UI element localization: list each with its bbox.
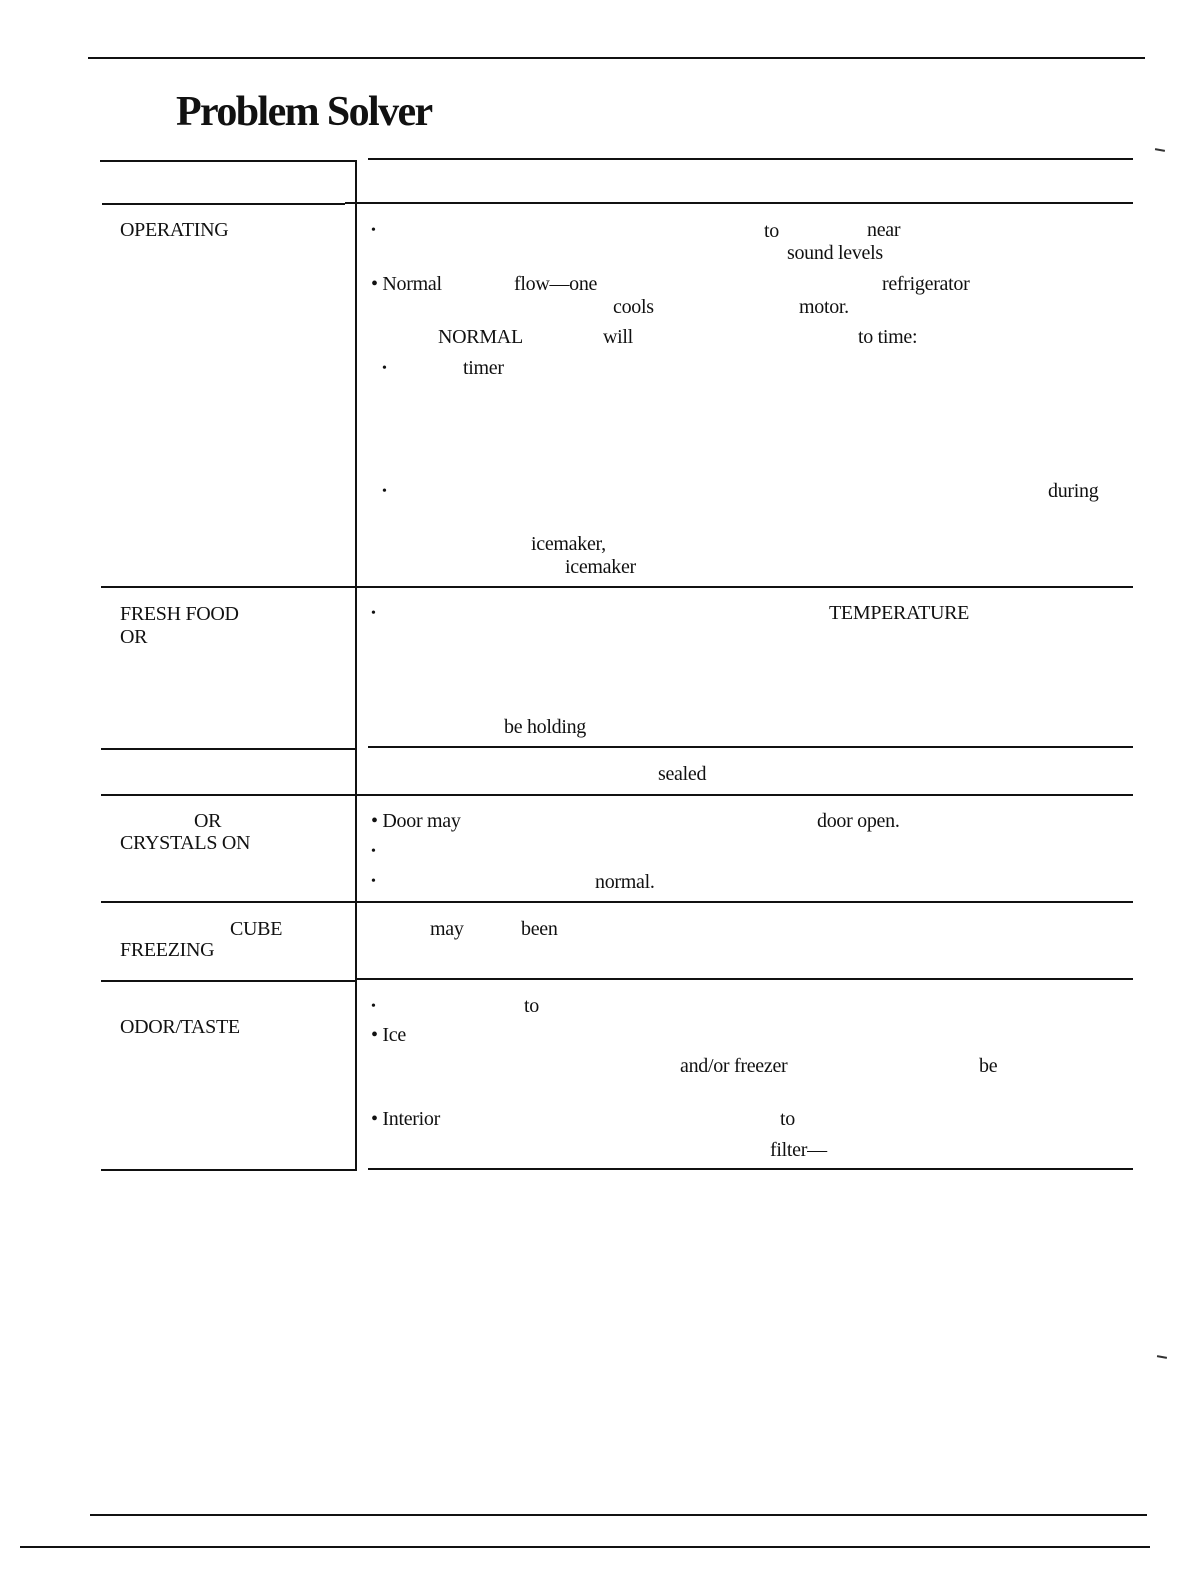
footer-rule [20,1546,1150,1548]
bullet: • [371,999,376,1014]
text-fragment: to time: [858,326,918,348]
text-fragment: icemaker [565,556,636,578]
text-fragment: may [430,918,464,940]
header-rule-right [345,202,1133,204]
bottom-rule [90,1514,1147,1516]
text-fragment: near [867,219,901,241]
text-fragment: motor. [799,296,849,318]
bullet: • [382,484,387,499]
bullet: • [371,844,376,859]
text-fragment: to [524,995,539,1017]
table-bottom-rule-left [101,1169,355,1171]
text-fragment: to [780,1108,795,1130]
problem-label: ODOR/TASTE [120,1016,240,1038]
header-rule-left [102,203,345,205]
text-fragment: sealed [658,763,707,785]
problem-label: FRESH FOOD [120,603,239,625]
row-rule-left [101,980,355,982]
bullet: • [371,874,376,889]
text-fragment: • Door may [371,810,461,832]
row-rule-right [368,746,1133,748]
text-fragment: timer [463,357,504,379]
bullet: • [371,223,376,238]
table-top-rule-left [100,160,355,162]
text-fragment: TEMPERATURE [829,602,970,624]
row-rule [101,586,1133,588]
column-divider [355,160,357,1171]
text-fragment: refrigerator [882,273,970,295]
text-fragment: to [764,220,779,242]
text-fragment: normal. [595,871,655,893]
row-rule-left [101,748,355,750]
table-bottom-rule-right [368,1168,1133,1170]
row-rule [101,901,1133,903]
text-fragment: be holding [504,716,586,738]
text-fragment: NORMAL [438,326,523,348]
text-fragment: and/or freezer [680,1055,788,1077]
row-rule [101,794,1133,796]
top-rule [88,57,1145,59]
margin-mark [1155,148,1165,151]
text-fragment: during [1048,480,1099,502]
text-fragment: been [521,918,558,940]
margin-mark [1157,1355,1167,1358]
row-rule-right [355,978,1133,980]
page-title: Problem Solver [176,89,432,135]
text-fragment: filter— [770,1139,827,1161]
text-fragment: • Interior [371,1108,440,1130]
bullet: • [382,361,387,376]
text-fragment: cools [613,296,654,318]
problem-label: CUBE [230,918,283,940]
problem-label: FREEZING [120,939,215,961]
problem-label: OR [194,810,222,832]
text-fragment: • Normal [371,273,442,295]
text-fragment: will [603,326,633,348]
text-fragment: flow—one [514,273,598,295]
problem-label: OR [120,626,148,648]
problem-label: CRYSTALS ON [120,832,251,854]
problem-label: OPERATING [120,219,229,241]
bullet: • [371,606,376,621]
text-fragment: • Ice [371,1024,406,1046]
table-top-rule-right [368,158,1133,160]
text-fragment: be [979,1055,998,1077]
text-fragment: door open. [817,810,900,832]
text-fragment: icemaker, [531,533,606,555]
text-fragment: sound levels [787,242,883,264]
